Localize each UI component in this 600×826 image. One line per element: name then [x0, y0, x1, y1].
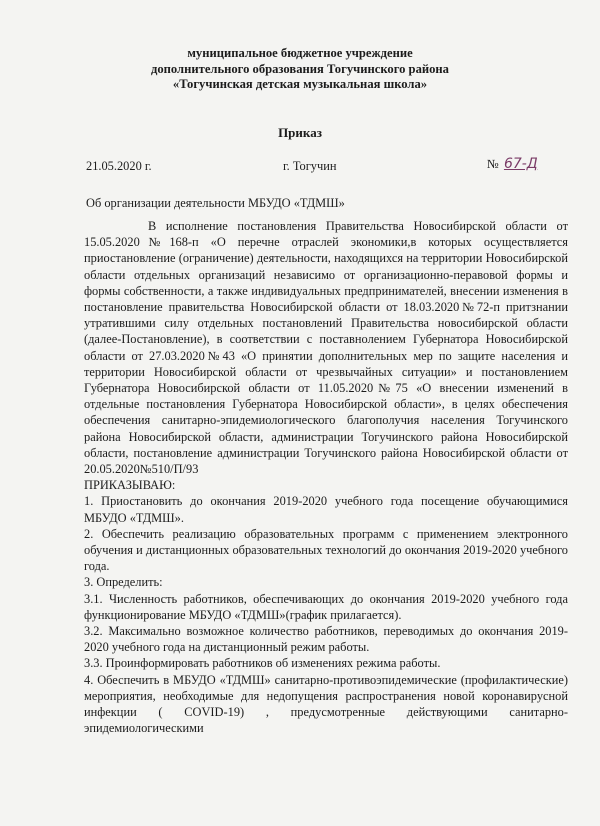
number-sign: № [487, 157, 499, 171]
handwritten-number: 67-Д [503, 156, 538, 172]
header-line-2: дополнительного образования Тогучинского района [151, 61, 449, 76]
preamble-paragraph: В исполнение постановления Правительства Новосибирской области от 15.05.2020№168-п «О перечне отраслей экономики,в которых осуществляется приостановление (ограничение) деятельности, находящихся на территории Новосибирской области отдельных организаций независимо от организационно-перавовой формы и формы собственности, а также индивидуальных предпринимателей, внесении изменения в постановление правительства Новосибирской области от 18.03.2020№72-п притзнании утратившими силу отдельных постановлений Правительства новосибирской области (далее-Постановление), в соответствии с поставнолением Губернатора Новосибирской области от 27.03.2020№43 «О принятии дополнительных мер по защите населения и территории Новосибирской области от чрезвычайных ситуации» и постановлением Губернатора Новосибирской области от 11.05.2020№75 «О внесении изменений в отдельные постановления Губернатора Новосибирской области», в целях обеспечения обеспечения санитарно-эпидемиологического благополучия населения Тогучинского района Новосибирской области, администрации Тогучинского района Новосибирской области, постановление администрации Тогучинского района Новосибирской области от 20.05.2020№510/П/93 [84, 219, 568, 477]
order-word: ПРИКАЗЫВАЮ: [84, 478, 176, 493]
order-item: 3. Определить: [84, 575, 163, 590]
order-city: г. Тогучин [283, 159, 337, 173]
order-item: 2. Обеспечить реализацию образовательных программ с применением электронного обучения и дистанционных образовательных технологий до окончания 2019-2020 учебного года. [84, 526, 568, 574]
header-line-3: «Тогучинская детская музыкальная школа» [172, 77, 428, 91]
order-item: 3.1. Численность работников, обеспечивающих до окончания 2019-2020 учебного года функционирование МБУДО «ТДМШ»(график прилагается). [84, 591, 568, 622]
order-item: 4. Обеспечить в МБУДО «ТДМШ» санитарно-противоэпидемические (профилактические) мероприятия, необходимые для недопущения распространения новой коронавирусной инфекции ( COVID-19) , предусмотренные действующими санитарно-эпидемиологическими [84, 672, 568, 736]
order-subject: Об организации деятельности МБУДО «ТДМШ» [86, 196, 345, 210]
order-item: 1. Приостановить до окончания 2019-2020 учебного года посещение обучающимися МБУДО «ТДМШ». [84, 494, 568, 525]
order-number [487, 156, 538, 172]
order-body [84, 218, 568, 737]
order-item: 3.3. Проинформировать работников об изменениях режима работы. [84, 656, 441, 671]
header-line-1: муниципальное бюджетное учреждение [187, 46, 413, 60]
document-title: Приказ [278, 125, 322, 140]
order-item: 3.2. Максимально возможное количество работников, переводимых до окончания 2019-2020 учебного года на дистанционный режим работы. [84, 624, 568, 655]
organization-header [0, 46, 600, 93]
order-date: 21.05.2020 г. [86, 159, 152, 173]
